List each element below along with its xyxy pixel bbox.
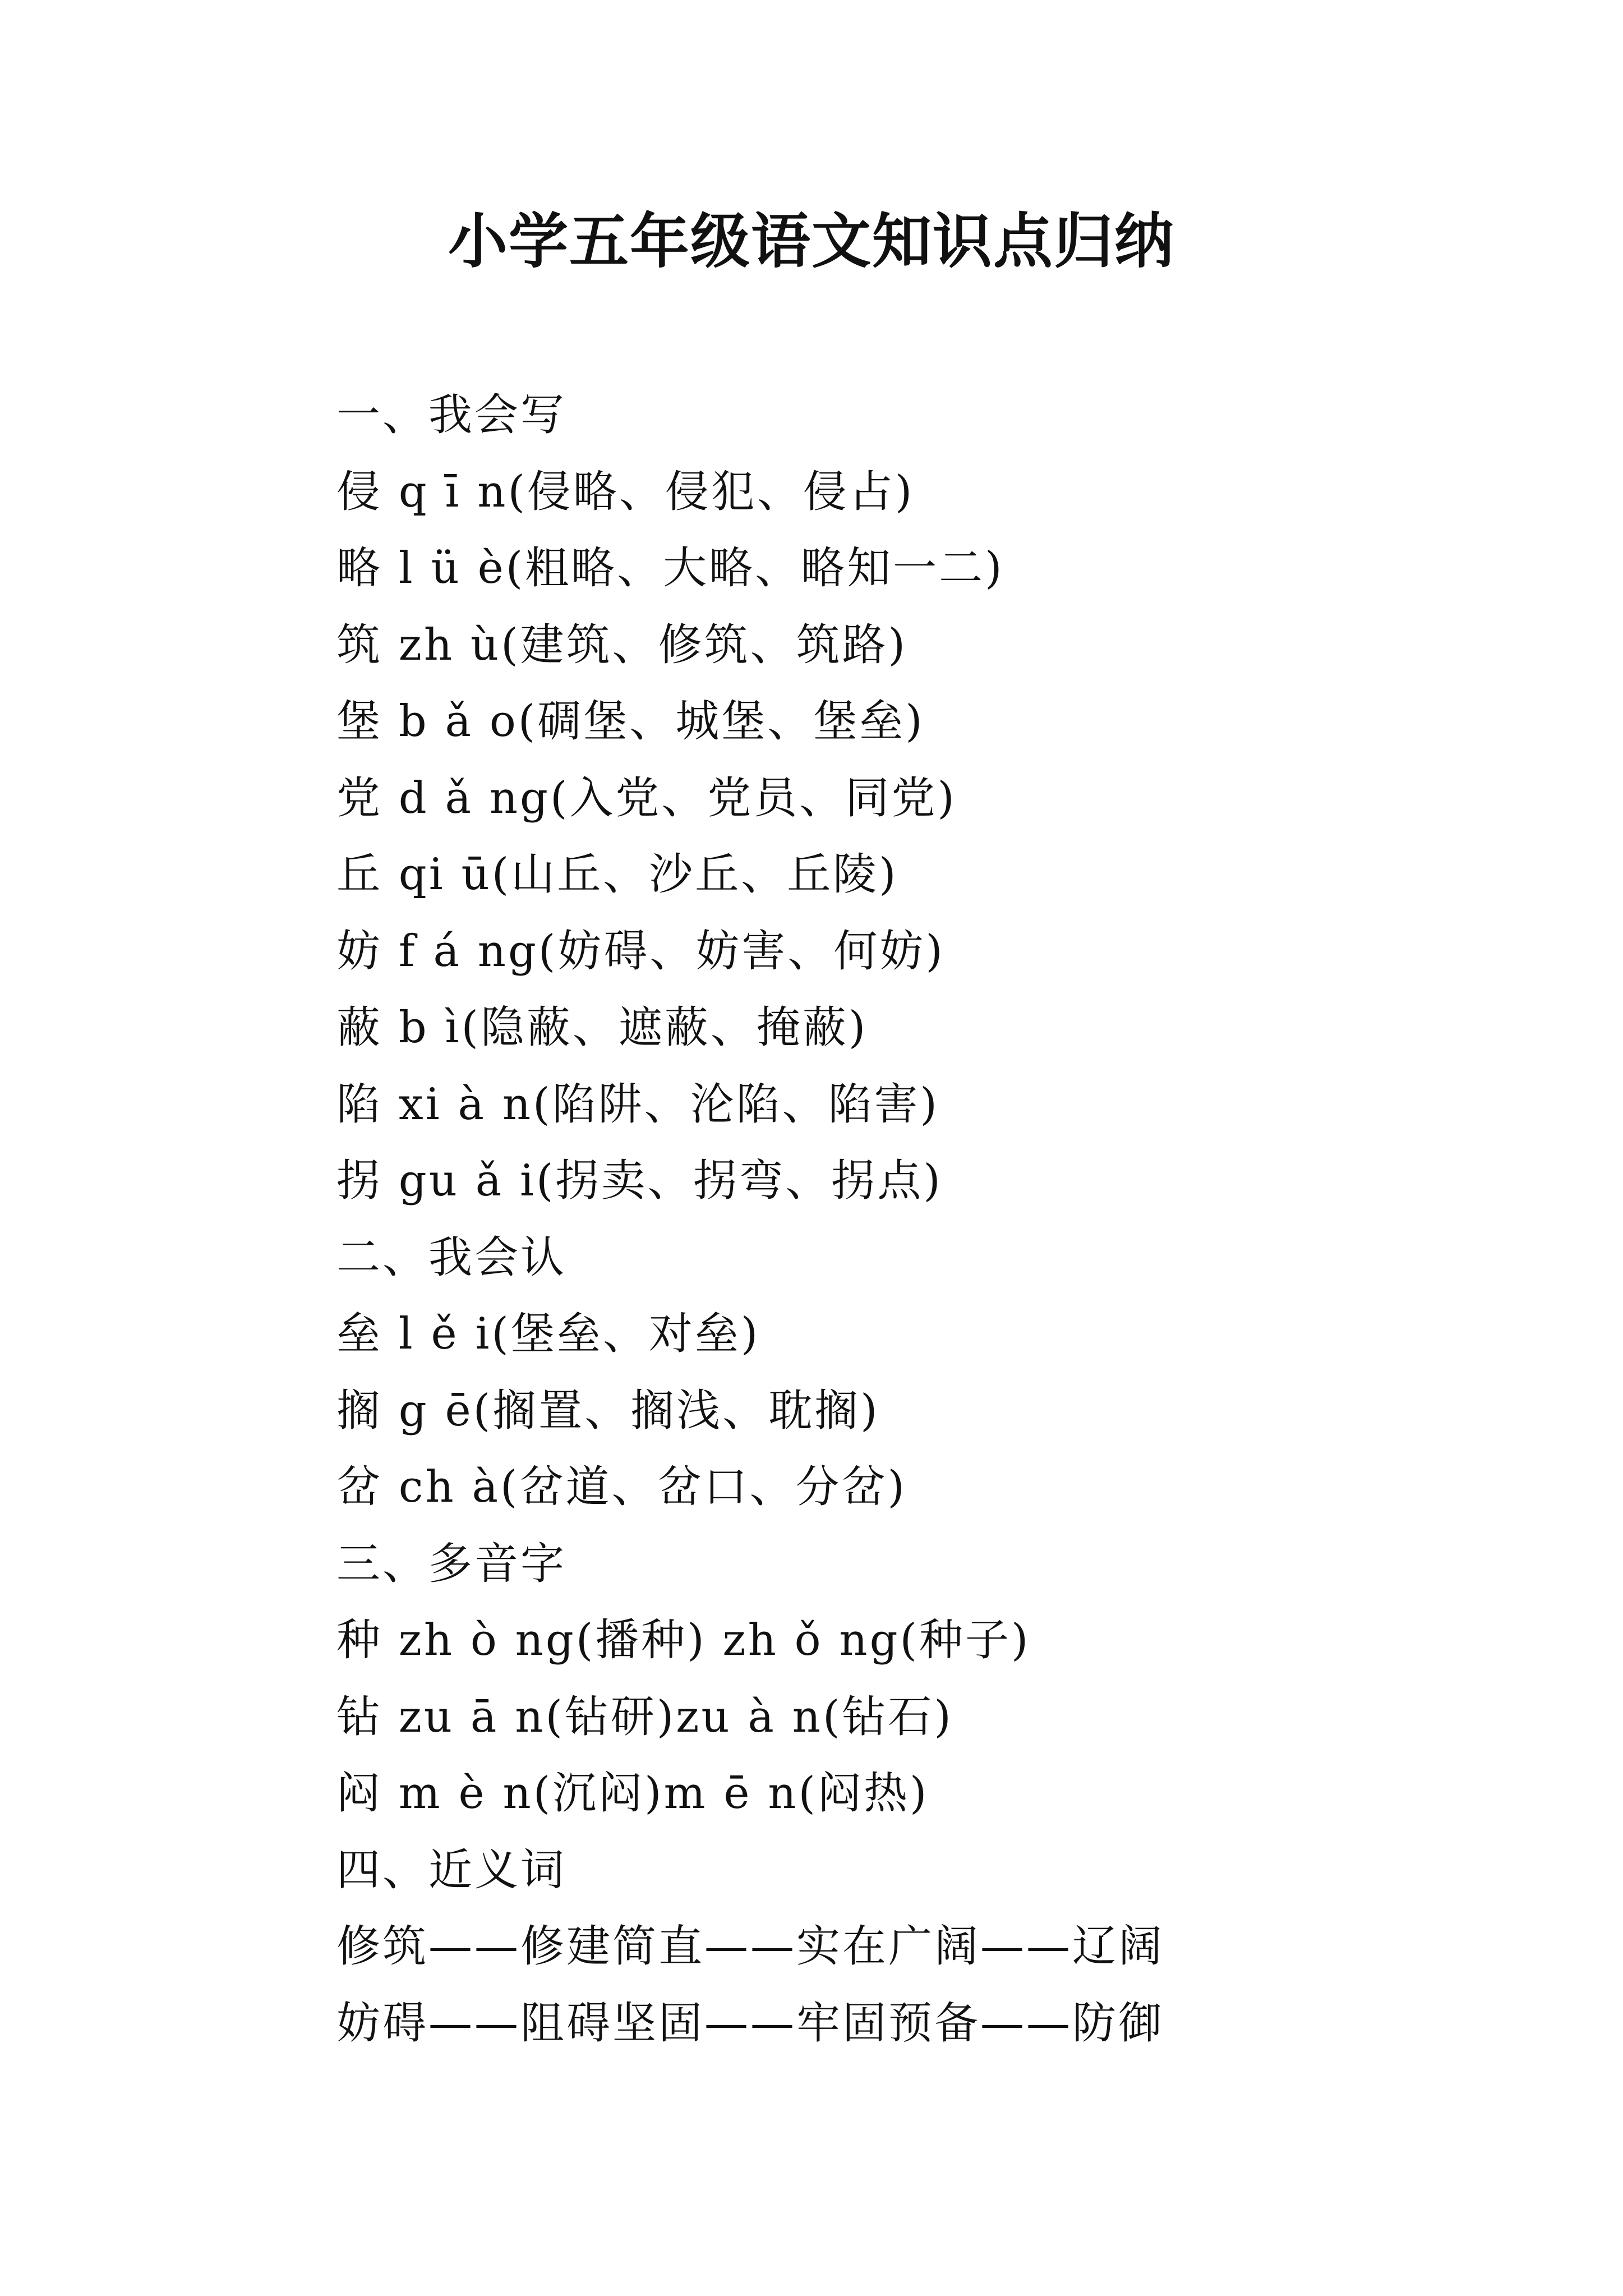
entry-lei: 垒 l ě i(堡垒、对垒) [336,1309,760,1359]
entry-zuan: 钻 zu ā n(钻研)zu à n(钻石) [336,1691,953,1742]
entry-qin: 侵 q ī n(侵略、侵犯、侵占) [336,466,915,517]
entry-zhu: 筑 zh ù(建筑、修筑、筑路) [336,619,908,670]
synonym-row: 妨碍——阻碍坚固——牢固预备——防御 [336,1998,1165,2049]
entry-bi: 蔽 b ì(隐蔽、遮蔽、掩蔽) [336,1002,868,1053]
synonym-row: 修筑——修建简直——实在广阔——辽阔 [336,1921,1165,1972]
entry-men: 闷 m è n(沉闷)m ē n(闷热) [336,1768,929,1819]
entry-ge: 搁 g ē(搁置、搁浅、耽搁) [336,1385,880,1436]
entry-xian: 陷 xi à n(陷阱、沦陷、陷害) [336,1079,939,1130]
entry-zhong: 种 zh ò ng(播种) zh ǒ ng(种子) [336,1615,1031,1665]
entry-guai: 拐 gu ǎ i(拐卖、拐弯、拐点) [336,1156,943,1206]
entry-dang: 党 d ǎ ng(入党、党员、同党) [336,772,957,823]
section-heading-polyphonic: 三、多音字 [336,1538,567,1589]
entry-lue: 略 l ü è(粗略、大略、略知一二) [336,543,1004,593]
entry-cha: 岔 ch à(岔道、岔口、分岔) [336,1462,907,1512]
document-body [336,377,1570,2062]
entry-bao: 堡 b ǎ o(碉堡、城堡、堡垒) [336,696,925,747]
entry-fang: 妨 f á ng(妨碍、妨害、何妨) [336,926,945,977]
page-title: 小学五年级语文知识点归纳 [448,206,1175,276]
entry-qiu: 丘 qi ū(山丘、沙丘、丘陵) [336,849,898,900]
section-heading-recognize: 二、我会认 [336,1232,567,1283]
section-heading-synonyms: 四、近义词 [336,1844,567,1895]
section-heading-write: 一、我会写 [336,390,567,440]
